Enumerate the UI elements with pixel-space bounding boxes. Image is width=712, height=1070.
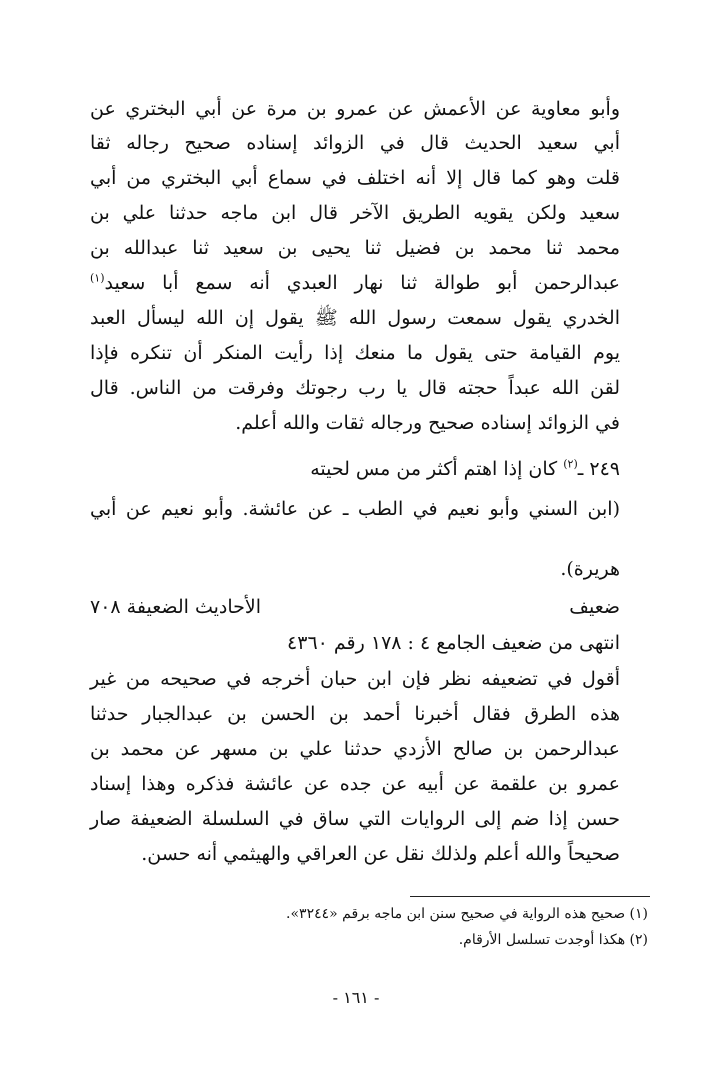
text-line: محمد ثنا محمد بن فضيل ثنا يحيى بن سعيد ثنا عبدالله بن <box>90 237 620 259</box>
hadith-ended-note: انتهى من ضعيف الجامع ٤ : ١٧٨ رقم ٤٣٦٠ <box>287 632 620 654</box>
text-line <box>90 266 620 300</box>
footnote: (١) صحيح هذه الرواية في صحيح سنن ابن ماجه برقم «٣٢٤٤». <box>286 906 648 922</box>
text-line: أقول في تضعيفه نظر فإن ابن حبان أخرجه في صحيحه من غير <box>90 668 620 690</box>
hadith-heading <box>90 452 620 486</box>
hadith-grade: ضعيف <box>569 596 620 618</box>
text-line: عبدالرحمن بن صالح الأزدي حدثنا علي بن مسهر عن محمد بن <box>90 738 620 760</box>
text-line: قلت وهو كما قال إلا أنه اختلف في سماع أبي البختري من أبي <box>90 167 620 189</box>
hadith-source-line: هريرة). <box>560 558 620 580</box>
text-line: سعيد ولكن يقويه الطريق الآخر قال ابن ماجه حدثنا علي بن <box>90 202 620 224</box>
hadith-reference: الأحاديث الضعيفة ٧٠٨ <box>90 596 262 618</box>
text-line: لقن الله عبداً حجته قال يا رب رجوتك وفرقت من الناس. قال <box>90 377 620 399</box>
footnote: (٢) هكذا أوجدت تسلسل الأرقام. <box>458 932 648 948</box>
hadith-source-line: (ابن السني وأبو نعيم في الطب ـ عن عائشة. وأبو نعيم عن أبي <box>90 498 620 520</box>
text-line: يوم القيامة حتى يقول ما منعك إذا رأيت المنكر أن تنكره فإذا <box>90 342 620 364</box>
text-line: صحيحاً والله أعلم ولذلك نقل عن العراقي والهيثمي أنه حسن. <box>141 843 620 865</box>
text-line: في الزوائد إسناده صحيح ورجاله ثقات والله أعلم. <box>235 412 620 434</box>
text-line: وأبو معاوية عن الأعمش عن عمرو بن مرة عن أبي البختري عن <box>90 98 620 120</box>
page-number: - ١٦١ - <box>332 988 380 1007</box>
footnote-ref: (٢) <box>563 457 578 471</box>
hadith-text: كان إذا اهتم أكثر من مس لحيته <box>310 458 558 480</box>
hadith-grade-row <box>90 590 620 624</box>
text-line: أبي سعيد الحديث قال في الزوائد إسناده صحيح رجاله ثقا <box>90 132 620 154</box>
hadith-number: ٢٤٩ ـ <box>577 458 620 480</box>
footnote-divider <box>410 896 650 897</box>
text-line-content: عبدالرحمن أبو طوالة ثنا نهار العبدي أنه سمع أبا سعيد <box>104 272 620 294</box>
text-line: حسن إذا ضم إلى الروايات التي ساق في السلسلة الضعيفة صار <box>90 808 620 830</box>
text-line: عمرو بن علقمة عن أبيه عن جده عن عائشة فذكره وهذا إسناد <box>90 773 620 795</box>
text-line: الخدري يقول سمعت رسول الله ﷺ يقول إن الله ليسأل العبد <box>90 307 620 329</box>
text-line: هذه الطرق فقال أخبرنا أحمد بن الحسن بن عبدالجبار حدثنا <box>90 703 620 725</box>
footnote-ref: (١) <box>90 271 105 285</box>
